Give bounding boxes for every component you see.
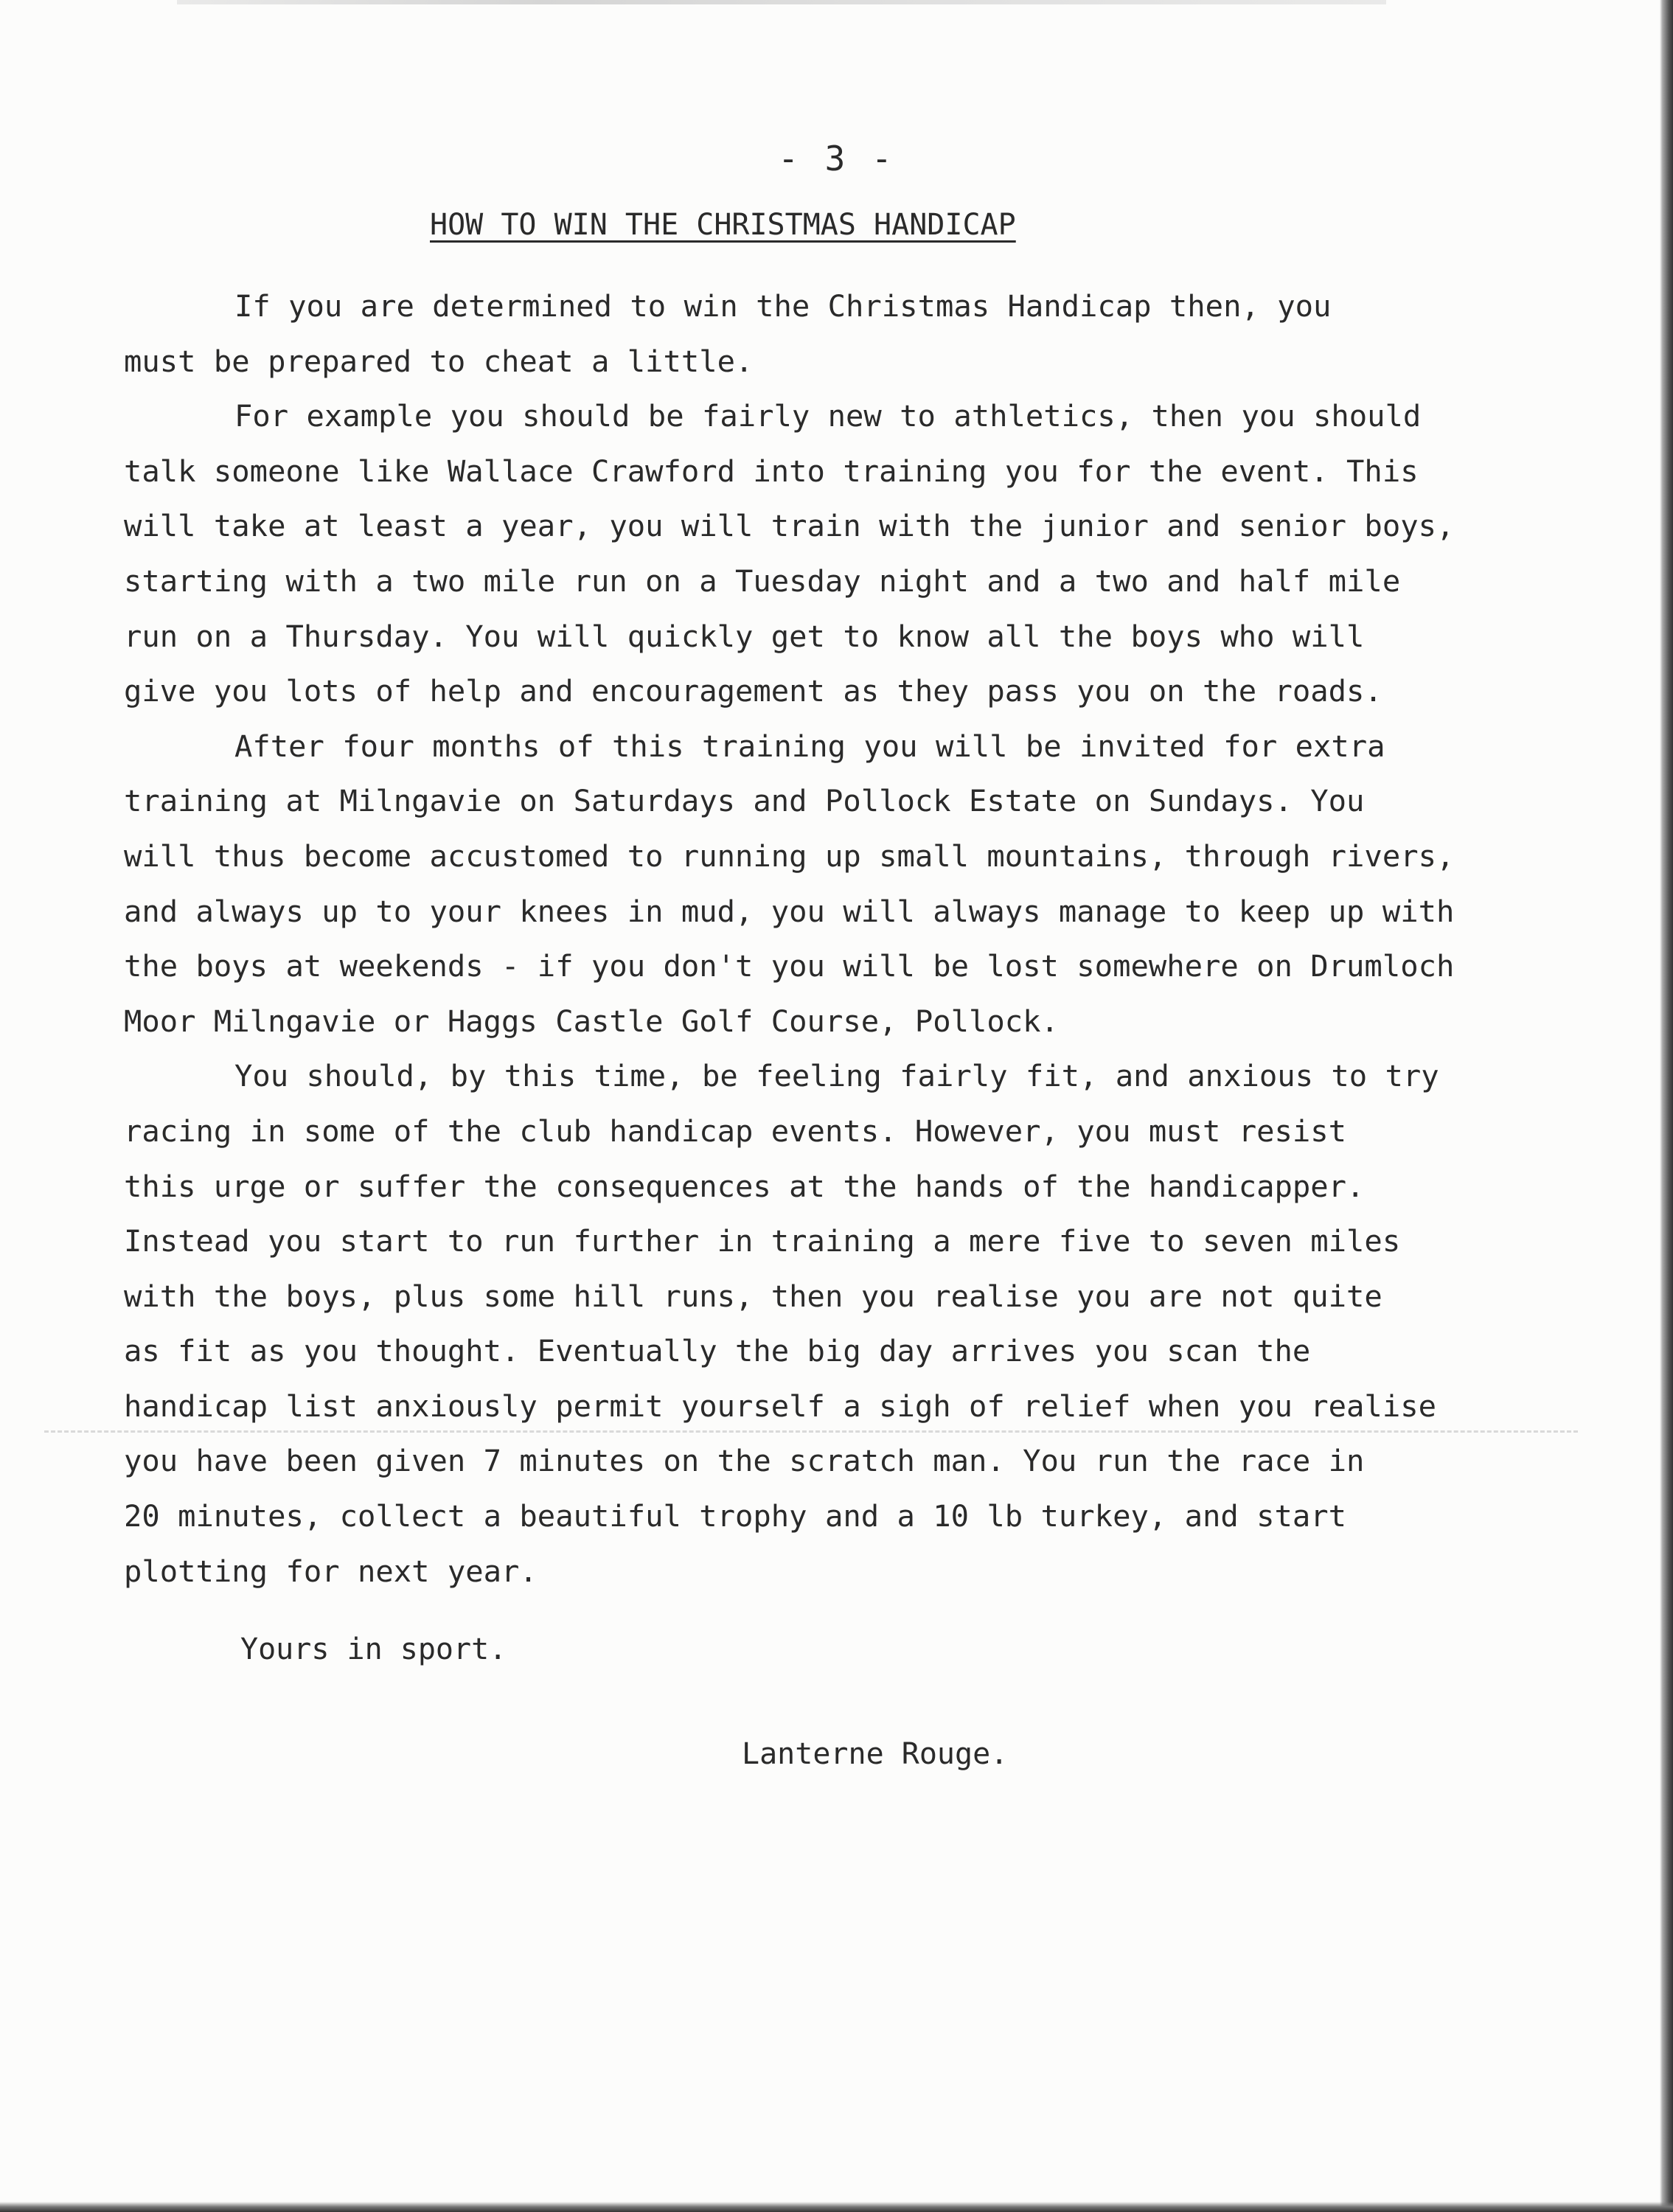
text-line: training at Milngavie on Saturdays and Pollock Estate on Sundays. You: [124, 783, 1365, 819]
text-line: run on a Thursday. You will quickly get to know all the boys who will: [124, 618, 1365, 654]
page-top-edge: [177, 0, 1386, 4]
page-right-edge-shadow: [1660, 0, 1673, 2212]
text-line: You should, by this time, be feeling fairly fit, and anxious to try: [234, 1058, 1439, 1094]
text-line: plotting for next year.: [124, 1553, 538, 1589]
text-line: For example you should be fairly new to athletics, then you should: [234, 398, 1422, 434]
closing-line: Yours in sport.: [240, 1632, 507, 1666]
text-line: After four months of this training you will be invited for extra: [234, 728, 1385, 764]
text-line: give you lots of help and encouragement as they pass you on the roads.: [124, 673, 1382, 709]
signature: Lanterne Rouge.: [742, 1737, 1009, 1771]
text-line: this urge or suffer the consequences at the hands of the handicapper.: [124, 1168, 1365, 1204]
text-line: 20 minutes, collect a beautiful trophy and a 10 lb turkey, and start: [124, 1498, 1347, 1534]
text-line: talk someone like Wallace Crawford into training you for the event. This: [124, 453, 1419, 489]
text-line: handicap list anxiously permit yourself a sigh of relief when you realise: [124, 1388, 1436, 1424]
text-line: will thus become accustomed to running up small mountains, through rivers,: [124, 838, 1455, 874]
text-line: you have been given 7 minutes on the scratch man. You run the race in: [124, 1443, 1365, 1479]
article-body: [124, 279, 1503, 1599]
text-line: Moor Milngavie or Haggs Castle Golf Course, Pollock.: [124, 1003, 1059, 1039]
text-line: If you are determined to win the Christmas Handicap then, you: [234, 288, 1332, 324]
text-line: starting with a two mile run on a Tuesday night and a two and half mile: [124, 563, 1401, 599]
text-line: and always up to your knees in mud, you will always manage to keep up with: [124, 893, 1455, 929]
text-line: the boys at weekends - if you don't you will be lost somewhere on Drumloch: [124, 948, 1455, 984]
text-line: with the boys, plus some hill runs, then you realise you are not quite: [124, 1278, 1382, 1314]
text-line: Instead you start to run further in training a mere five to seven miles: [124, 1223, 1401, 1259]
text-line: must be prepared to cheat a little.: [124, 343, 754, 379]
page-bottom-edge-shadow: [0, 2202, 1673, 2212]
text-line: as fit as you thought. Eventually the big day arrives you scan the: [124, 1333, 1311, 1369]
document-title: HOW TO WIN THE CHRISTMAS HANDICAP: [430, 208, 1016, 242]
text-line: racing in some of the club handicap events. However, you must resist: [124, 1113, 1347, 1149]
text-line: will take at least a year, you will train with the junior and senior boys,: [124, 508, 1455, 544]
page-number: - 3 -: [778, 139, 895, 178]
